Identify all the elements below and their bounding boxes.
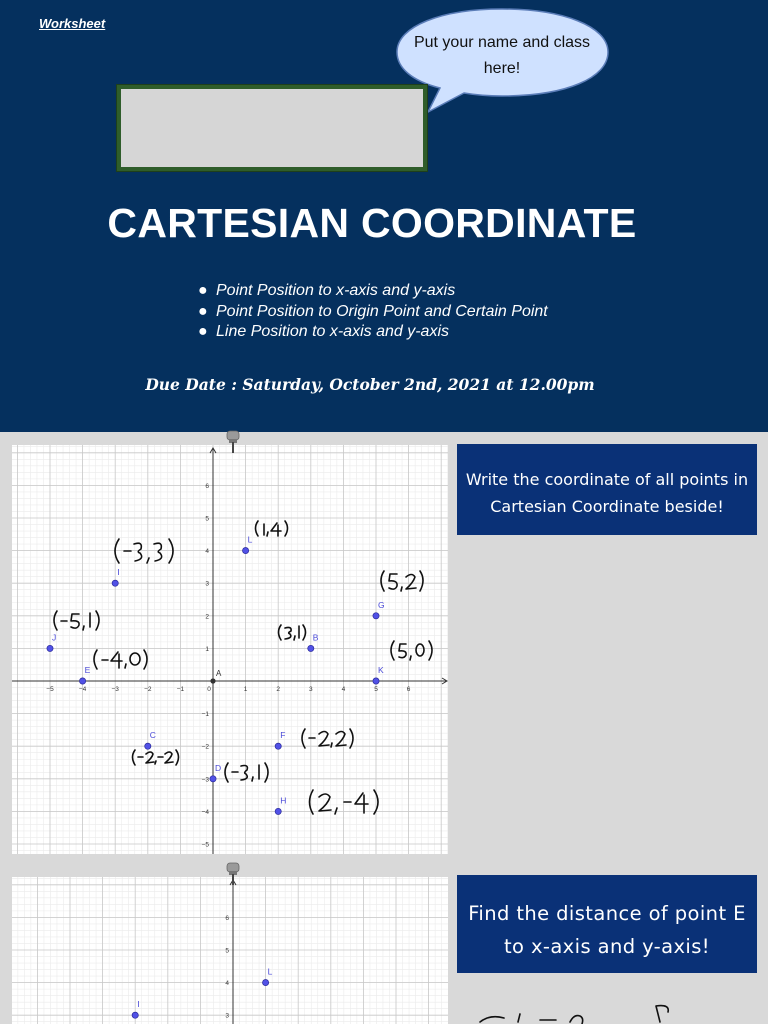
point-H — [275, 808, 281, 814]
objectives-list — [198, 281, 548, 343]
y-tick-label: −5 — [201, 841, 209, 849]
x-tick-label: 2 — [276, 686, 281, 693]
question-1-box: Write the coordinate of all points in Cartesian Coordinate beside! — [457, 444, 757, 535]
y-tick-label: 4 — [225, 980, 229, 988]
point-label-I: I — [117, 567, 120, 578]
pushpin-icon — [224, 862, 242, 886]
y-tick-label: −1 — [201, 711, 209, 719]
axes — [12, 448, 447, 854]
point-F — [275, 743, 281, 749]
origin-point — [210, 678, 215, 683]
y-tick-label: 5 — [205, 515, 209, 523]
x-tick-label: −1 — [176, 686, 185, 693]
points — [132, 967, 273, 1019]
point-label-D: D — [215, 762, 222, 773]
y-tick-label: 6 — [205, 482, 209, 490]
x-tick-label: 5 — [374, 686, 378, 693]
due-date: Due Date : Saturday, October 2nd, 2021 at 12.00pm — [145, 375, 595, 394]
handwriting-5-0 — [391, 641, 432, 660]
x-tick-label: 4 — [341, 686, 346, 693]
point-D — [210, 776, 216, 782]
point-label-C: C — [149, 730, 156, 741]
x-tick-label: 1 — [243, 686, 248, 693]
point-label-E: E — [84, 665, 91, 675]
grid — [12, 445, 448, 854]
bullet-icon: ● — [198, 282, 208, 299]
speech-bubble-text: Put your name and class here! — [413, 34, 591, 77]
y-tick-label: −4 — [201, 808, 209, 816]
point-L — [263, 980, 269, 986]
handwriting-neg2-neg2 — [133, 750, 179, 765]
y-tick-label: 5 — [225, 947, 229, 955]
page-title: CARTESIAN COORDINATE — [107, 200, 637, 246]
point-K — [373, 678, 379, 684]
worksheet-header — [0, 0, 768, 432]
graph-card-1 — [12, 445, 448, 854]
y-tick-label: 6 — [225, 914, 229, 922]
point-L — [243, 548, 249, 554]
handwritten-answer-fragment — [470, 1004, 690, 1024]
grid — [12, 877, 448, 1024]
y-tick-label: 1 — [205, 645, 209, 653]
point-I — [112, 580, 118, 586]
point-label-H: H — [280, 795, 287, 806]
graph-card-2 — [12, 877, 448, 1024]
x-tick-label: −3 — [111, 686, 119, 693]
cartesian-graph-1[interactable] — [12, 445, 448, 854]
x-tick-label: −4 — [78, 686, 87, 693]
x-tick-label: 0 — [207, 686, 211, 693]
y-tick-label: −2 — [201, 743, 209, 751]
y-tick-label: 3 — [205, 580, 209, 588]
origin-label: A — [216, 669, 222, 678]
point-C — [145, 743, 151, 749]
question-2-box: Find the distance of point E to x-axis and y-axis! — [457, 875, 757, 973]
point-label-I: I — [137, 999, 140, 1010]
y-tick-label: 2 — [205, 613, 209, 621]
list-item: ● Point Position to x-axis and y-axis — [198, 281, 548, 302]
bullet-icon: ● — [198, 302, 208, 320]
point-label-J: J — [52, 632, 57, 643]
x-tick-label: −2 — [144, 686, 152, 693]
x-tick-label: 3 — [308, 686, 313, 693]
point-label-L: L — [247, 534, 253, 545]
x-tick-label: −5 — [46, 686, 54, 693]
list-item: ● Point Position to Origin Point and Certain Point — [198, 302, 548, 323]
handwriting-3-1 — [279, 625, 306, 640]
point-B — [308, 645, 314, 651]
bullet-icon: ● — [198, 323, 208, 340]
cartesian-graph-2[interactable] — [12, 877, 448, 1024]
handwritten-answers — [54, 521, 432, 814]
point-label-B: B — [312, 632, 319, 643]
point-label-K: K — [378, 665, 384, 675]
y-tick-label: 3 — [225, 1012, 229, 1020]
y-tick-label: 4 — [205, 548, 209, 556]
point-E — [80, 678, 86, 684]
x-tick-label: 6 — [406, 686, 411, 693]
y-tick-label: −3 — [201, 776, 209, 784]
pushpin-icon — [224, 430, 242, 454]
point-label-G: G — [378, 599, 385, 610]
point-label-F: F — [280, 730, 286, 741]
point-J — [47, 645, 53, 651]
point-label-L: L — [267, 966, 273, 977]
name-class-input-box[interactable] — [117, 85, 427, 171]
point-G — [373, 613, 379, 619]
handwriting-neg5-1 — [54, 611, 99, 630]
handwriting-neg2-2 — [302, 729, 353, 748]
list-item: ● Line Position to x-axis and y-axis — [198, 322, 548, 343]
speech-bubble — [396, 8, 608, 98]
worksheet-link[interactable]: Worksheet — [39, 16, 106, 31]
point-I — [132, 1012, 138, 1018]
